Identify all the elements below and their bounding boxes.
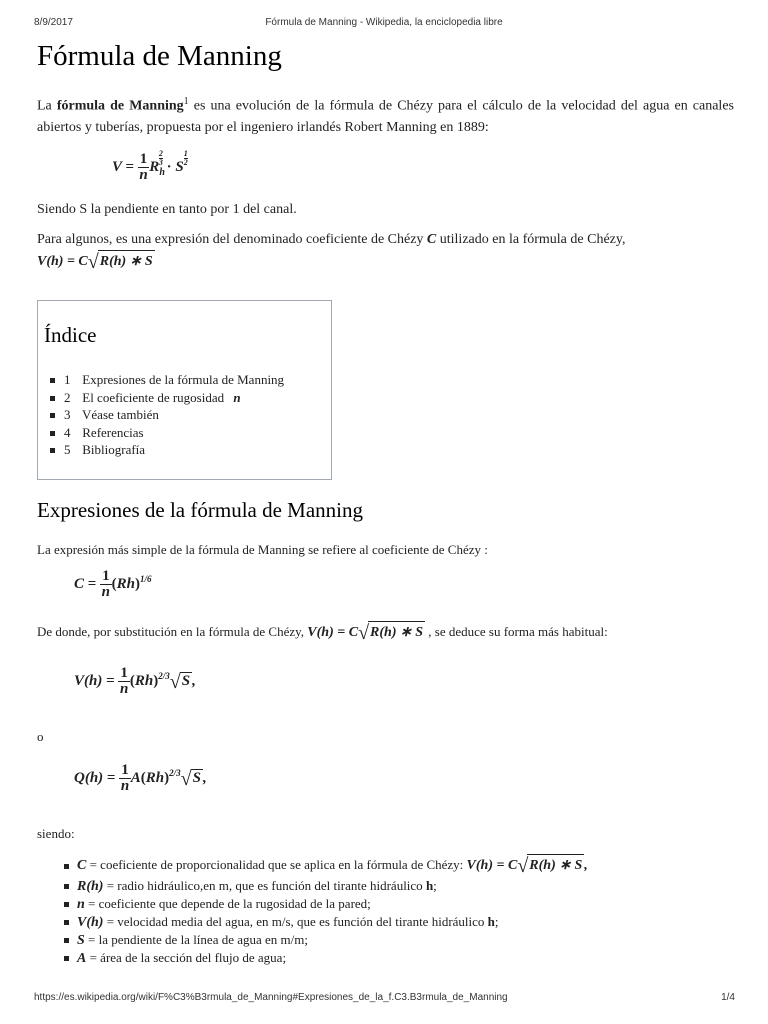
- list-item: C = coeficiente de proporcionalidad que se aplica en la fórmula de Chézy: V(h) = C√R(h) ∗ S ,: [37, 854, 734, 877]
- slope-sentence: Siendo S la pendiente en tanto por 1 del canal.: [37, 201, 297, 217]
- intro-bold-term: fórmula de Manning: [56, 98, 184, 114]
- list-item: n = coeficiente que depende de la rugosidad de la pared;: [37, 895, 734, 913]
- bullet-icon: [64, 884, 69, 889]
- bullet-icon: [50, 431, 55, 436]
- discharge-formula: Q(h) = $\frac{1}{n}$ $A(Rh)^{2/3}√S$ ,: [74, 762, 207, 794]
- bullet-icon: [64, 902, 69, 907]
- list-item: S = la pendiente de la línea de agua en m/m;: [37, 931, 734, 949]
- bullet-icon: [64, 956, 69, 961]
- substitution-paragraph: De donde, por substitución en la fórmula de Chézy, V(h) = C√R(h) ∗ S , se deduce su forma más habitual:: [37, 622, 608, 644]
- bullet-icon: [50, 396, 55, 401]
- bullet-icon: [50, 378, 55, 383]
- toc-item[interactable]: 1 Expresiones de la fórmula de Manning: [64, 371, 284, 389]
- toc-title: Índice: [44, 323, 97, 347]
- reference-link[interactable]: 1: [183, 96, 189, 107]
- article-title: Fórmula de Manning: [37, 40, 282, 72]
- print-page-title: Fórmula de Manning - Wikipedia, la enciclopedia libre: [265, 17, 503, 28]
- print-url[interactable]: https://es.wikipedia.org/wiki/F%C3%B3rmula_de_Manning#Expresiones_de_la_f.C3.B3rmula_de_Manning: [34, 992, 508, 1003]
- chezy-coefficient-formula: C = $\frac{1}{n}$ $(Rh)^{1/6}$: [74, 568, 152, 600]
- section-heading: Expresiones de la fórmula de Manning: [37, 498, 363, 522]
- toc-item[interactable]: 2 El coeficiente de rugosidad n: [64, 389, 284, 407]
- velocity-formula: V(h) = $\frac{1}{n}$ $(Rh)^{2/3}√S$ ,: [74, 665, 196, 697]
- print-page-number: 1/4: [721, 992, 735, 1003]
- manning-formula-main: V = $\frac{1}{n}$ $R_h$ $\frac{2}{3} \cdot S$ $\frac{1}{2}$: [112, 148, 188, 183]
- chezy-formula-inline: V(h) = C√R(h) ∗ S: [307, 622, 424, 644]
- bullet-icon: [64, 938, 69, 943]
- bullet-icon: [64, 864, 69, 869]
- chezy-formula-inline: V(h) = C√R(h) ∗ S: [37, 250, 153, 273]
- siendo-text: siendo:: [37, 826, 75, 841]
- list-item: A = área de la sección del flujo de agua;: [37, 949, 734, 967]
- bullet-icon: [64, 920, 69, 925]
- print-date: 8/9/2017: [34, 17, 73, 28]
- bullet-icon: [50, 413, 55, 418]
- definitions-list: [37, 854, 734, 967]
- toc-list: [64, 371, 284, 459]
- or-text: o: [37, 729, 44, 744]
- print-header: [0, 17, 768, 31]
- intro-paragraph: La fórmula de Manning$^1$ es una evolución de la fórmula de Chézy para el cálculo de la velocidad del agua en canales abiertos y tuberías, propuesta por el ingeniero irlandés Robert Manning en 1889:: [37, 96, 734, 135]
- simple-expression-text: La expresión más simple de la fórmula de Manning se refiere al coeficiente de Chézy :: [37, 542, 488, 557]
- toc-symbol-n: n: [233, 389, 241, 405]
- print-footer: [0, 992, 768, 1006]
- toc-item[interactable]: 3 Véase también: [64, 406, 284, 424]
- chezy-formula-inline: V(h) = C√R(h) ∗ S ,: [466, 855, 588, 877]
- toc-item[interactable]: 4 Referencias: [64, 424, 284, 442]
- bullet-icon: [50, 448, 55, 453]
- list-item: V(h) = velocidad media del agua, en m/s, que es función del tirante hidráulico h;: [37, 913, 734, 931]
- list-item: R(h) = radio hidráulico,en m, que es función del tirante hidráulico h;: [37, 877, 734, 895]
- chezy-symbol-c: C: [426, 231, 437, 247]
- chezy-paragraph: Para algunos, es una expresión del denominado coeficiente de Chézy C utilizado en la fórmula de Chézy, V(h) = C√R(h) ∗ S: [37, 231, 626, 273]
- article: [37, 36, 734, 966]
- table-of-contents: [37, 300, 332, 480]
- toc-item[interactable]: 5 Bibliografía: [64, 441, 284, 459]
